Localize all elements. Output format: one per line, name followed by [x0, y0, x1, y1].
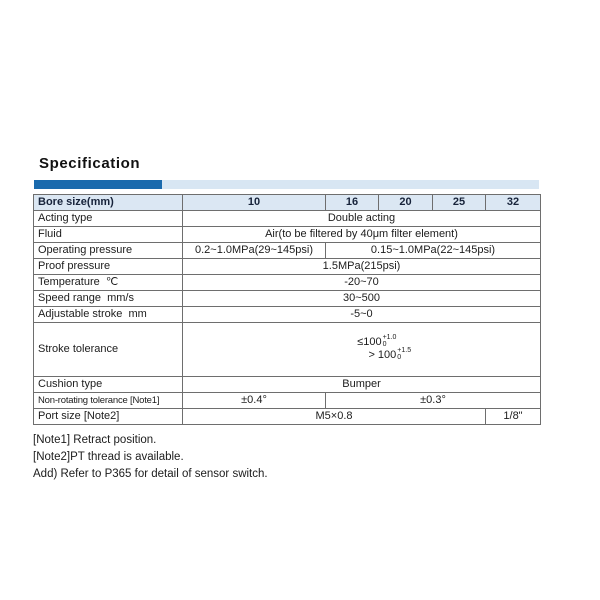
- row-label-operating-pressure: Operating pressure: [34, 243, 183, 259]
- row-label-fluid: Fluid: [34, 227, 183, 243]
- row-label-temperature: Temperature ℃: [34, 275, 183, 291]
- underline-bar-dark-segment: [34, 180, 162, 189]
- row-label-stroke-tolerance: Stroke tolerance: [34, 323, 183, 377]
- table-row-adjustable-stroke: [34, 307, 541, 323]
- table-row-cushion-type: [34, 376, 541, 392]
- row-label-adjustable-stroke: Adjustable stroke mm: [34, 307, 183, 323]
- stroke-tolerance-gt100: [368, 349, 411, 362]
- cell-port-size-bore10-25: M5×0.8: [183, 408, 486, 424]
- bore-col-20: 20: [379, 195, 433, 211]
- underline-bar-light-segment: [162, 180, 539, 189]
- table-row-stroke-tolerance: [34, 323, 541, 377]
- cell-proof-pressure: 1.5MPa(215psi): [183, 259, 541, 275]
- table-row-port-size: [34, 408, 541, 424]
- table-row-acting-type: [34, 211, 541, 227]
- stroke-tolerance-le100-limits: [383, 335, 397, 348]
- bore-col-32: 32: [486, 195, 541, 211]
- row-label-bore-size: Bore size(mm): [34, 195, 183, 211]
- table-row-proof-pressure: [34, 259, 541, 275]
- footnote-add: Add) Refer to P365 for detail of sensor switch.: [33, 467, 268, 480]
- stroke-tolerance-gt100-lower: 0: [397, 353, 402, 361]
- table-row-speed-range: [34, 291, 541, 307]
- stroke-tolerance-gt100-upper: +1.5: [397, 347, 412, 355]
- row-label-proof-pressure: Proof pressure: [34, 259, 183, 275]
- specification-table: [33, 194, 541, 425]
- cell-temperature: -20~70: [183, 275, 541, 291]
- footnote-1: [Note1] Retract position.: [33, 433, 157, 446]
- table-row-bore-size: [34, 195, 541, 211]
- row-label-cushion-type: Cushion type: [34, 376, 183, 392]
- stroke-tolerance-gt100-base: > 100: [368, 349, 397, 362]
- table-row-fluid: [34, 227, 541, 243]
- cell-cushion-type: Bumper: [183, 376, 541, 392]
- table-row-operating-pressure: [34, 243, 541, 259]
- bore-col-16: 16: [326, 195, 379, 211]
- footnote-2: [Note2]PT thread is available.: [33, 450, 184, 463]
- stroke-tolerance-le100-upper: +1.0: [382, 334, 397, 341]
- title-underline-bar: [34, 180, 539, 189]
- page-title: Specification: [39, 155, 141, 172]
- cell-adjustable-stroke: -5~0: [183, 307, 541, 323]
- cell-speed-range: 30~500: [183, 291, 541, 307]
- cell-port-size-bore32: 1/8": [486, 408, 541, 424]
- cell-stroke-tolerance: [183, 323, 541, 377]
- stroke-tolerance-le100-base: ≤100: [357, 336, 382, 348]
- cell-non-rotating-bore16-32: ±0.3°: [326, 392, 541, 408]
- table-row-non-rotating-tolerance: [34, 392, 541, 408]
- row-label-acting-type: Acting type: [34, 211, 183, 227]
- bore-col-10: 10: [183, 195, 326, 211]
- cell-operating-pressure-bore16-32: 0.15~1.0MPa(22~145psi): [326, 243, 541, 259]
- row-label-non-rotating-tolerance: Non-rotating tolerance [Note1]: [34, 392, 183, 408]
- stroke-tolerance-le100-lower: 0: [382, 340, 387, 348]
- row-label-port-size: Port size [Note2]: [34, 408, 183, 424]
- cell-fluid: Air(to be filtered by 40μm filter element): [183, 227, 541, 243]
- table-row-temperature: [34, 275, 541, 291]
- row-label-speed-range: Speed range mm/s: [34, 291, 183, 307]
- cell-operating-pressure-bore10: 0.2~1.0MPa(29~145psi): [183, 243, 326, 259]
- stroke-tolerance-gt100-limits: [397, 348, 411, 361]
- bore-col-25: 25: [433, 195, 486, 211]
- cell-non-rotating-bore10: ±0.4°: [183, 392, 326, 408]
- footnotes: [33, 432, 540, 483]
- cell-acting-type: Double acting: [183, 211, 541, 227]
- stroke-tolerance-le100: [357, 336, 396, 349]
- spec-content: [33, 155, 540, 483]
